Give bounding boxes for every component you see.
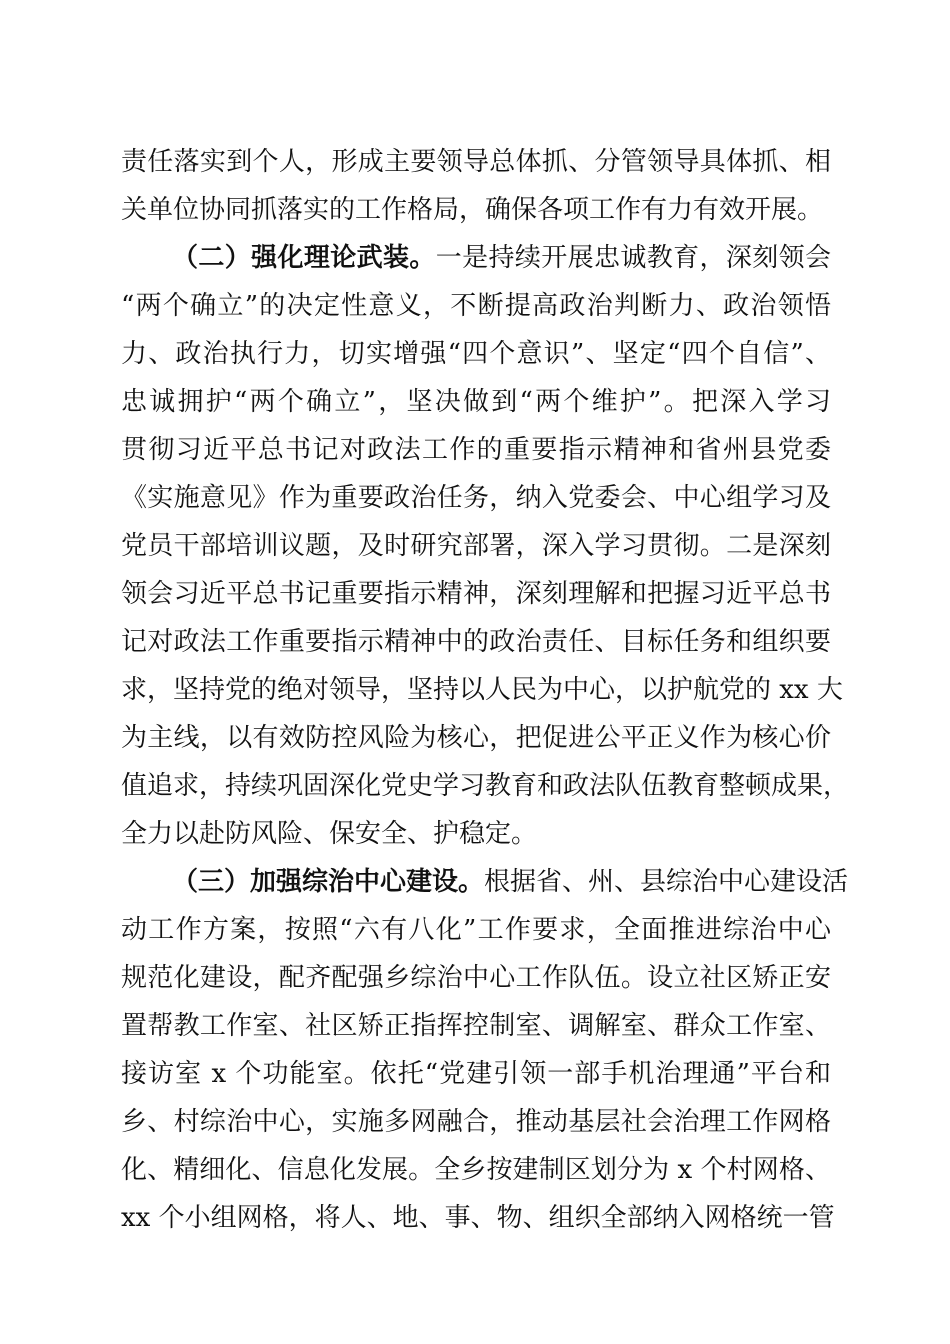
- paragraph-line: 化、精细化、信息化发展。全乡按建制区划分为 x 个村网格、: [121, 1155, 831, 1185]
- paragraph-line: 力、政治执行力，切实增强“四个意识”、坚定“四个自信”、: [121, 339, 831, 369]
- paragraph-text: 根据省、州、县综治中心建设活: [484, 867, 849, 897]
- paragraph-line: 为主线，以有效防控风险为核心，把促进公平正义作为核心价: [121, 723, 831, 753]
- paragraph-line: 置帮教工作室、社区矫正指挥控制室、调解室、群众工作室、: [121, 1011, 831, 1041]
- paragraph-line: 动工作方案，按照“六有八化”工作要求，全面推进综治中心: [121, 915, 831, 945]
- paragraph-line: 关单位协同抓落实的工作格局，确保各项工作有力有效开展。: [121, 195, 824, 225]
- section-heading-line: [172, 238, 831, 278]
- paragraph-line: “两个确立”的决定性意义，不断提高政治判断力、政治领悟: [121, 291, 831, 321]
- paragraph-line: 贯彻习近平总书记对政法工作的重要指示精神和省州县党委: [121, 435, 831, 465]
- paragraph-line: 接访室 x 个功能室。依托“党建引领一部手机治理通”平台和: [121, 1059, 831, 1089]
- paragraph-text: 一是持续开展忠诚教育，深刻领会: [435, 243, 831, 273]
- paragraph-line: 《实施意见》作为重要政治任务，纳入党委会、中心组学习及: [121, 483, 831, 513]
- paragraph-line: xx 个小组网格，将人、地、事、物、组织全部纳入网格统一管: [121, 1203, 835, 1233]
- section-heading: （三）加强综治中心建设。: [172, 867, 485, 897]
- paragraph-line: 乡、村综治中心，实施多网融合，推动基层社会治理工作网格: [121, 1107, 831, 1137]
- section-heading-line: [172, 862, 849, 902]
- paragraph-line: 求，坚持党的绝对领导，坚持以人民为中心，以护航党的 xx 大: [121, 675, 843, 705]
- paragraph-line: 领会习近平总书记重要指示精神，深刻理解和把握习近平总书: [121, 579, 831, 609]
- paragraph-line: 值追求，持续巩固深化党史学习教育和政法队伍教育整顿成果，: [121, 771, 850, 801]
- paragraph-line: 党员干部培训议题，及时研究部署，深入学习贯彻。二是深刻: [121, 531, 831, 561]
- paragraph-line: 记对政法工作重要指示精神中的政治责任、目标任务和组织要: [121, 627, 831, 657]
- section-heading: （二）强化理论武装。: [172, 243, 436, 273]
- paragraph-line: 规范化建设，配齐配强乡综治中心工作队伍。设立社区矫正安: [121, 963, 831, 993]
- paragraph-line: 全力以赴防风险、保安全、护稳定。: [121, 819, 538, 849]
- paragraph-line: 忠诚拥护“两个确立”，坚决做到“两个维护”。把深入学习: [121, 387, 831, 417]
- paragraph-line: 责任落实到个人，形成主要领导总体抓、分管领导具体抓、相: [121, 147, 831, 177]
